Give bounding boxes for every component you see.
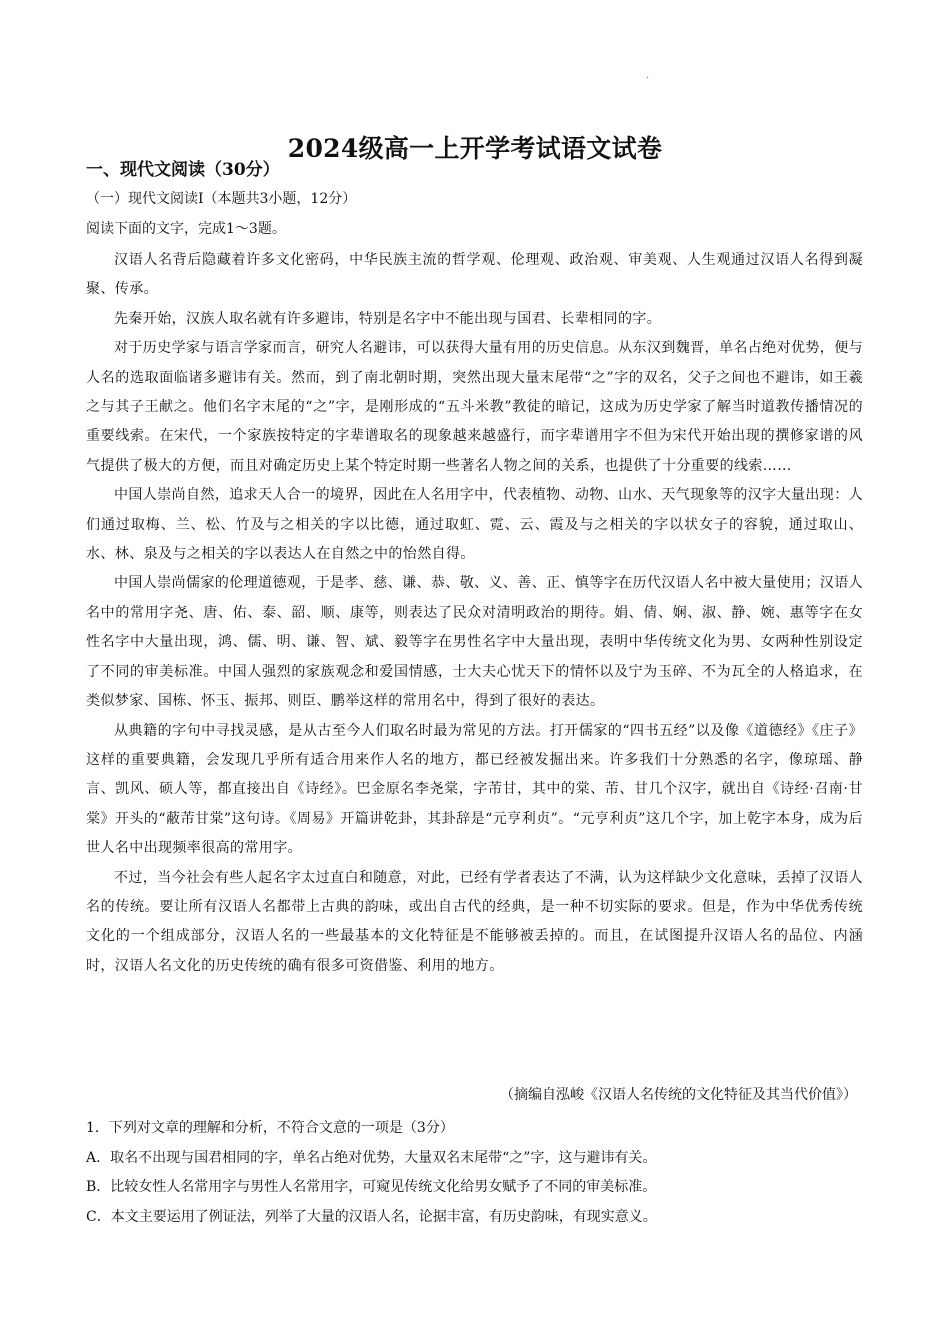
article-paragraph: 先秦开始，汉族人取名就有许多避讳，特别是名字中不能出现与国君、长辈相同的字。 bbox=[114, 310, 662, 327]
option-text: 比较女性人名常用字与男性人名常用字，可窥见传统文化给男女赋予了不同的审美标准。 bbox=[110, 1179, 657, 1196]
question-1-option-b[interactable] bbox=[86, 1173, 866, 1203]
option-letter: A． bbox=[86, 1149, 111, 1166]
article-paragraph: 不过，当今社会有些人起名字太过直白和随意，对此，已经有学者表达了不满，认为这样缺少文化意味，丢掉了汉语人名的传统。要让所有汉语人名都带上古典的韵味，或出自古代的经典，是一种不切实际的要求。但是，作为中华优秀传统文化的一个组成部分，汉语人名的一些最基本的文化特征是不能够被丢掉的。而且，在试图提升汉语人名的品位、内涵时，汉语人名文化的历史传统的确有很多可资借鉴、利用的地方。 bbox=[86, 869, 863, 974]
option-text: 取名不出现与国君相同的字，单名占绝对优势，大量双名末尾带“之”字，这与避讳有关。 bbox=[110, 1149, 657, 1166]
option-letter: C． bbox=[86, 1208, 111, 1225]
question-block bbox=[86, 1114, 866, 1232]
article-paragraph: 中国人崇尚儒家的伦理道德观，于是孝、慈、谦、恭、敬、义、善、正、慎等字在历代汉语人名中被大量使用；汉语人名中的常用字尧、唐、佑、泰、韶、顺、康等，则表达了民众对清明政治的期待。娟、倩、娴、淑、静、婉、惠等字在女性名字中大量出现，鸿、儒、明、谦、智、斌、毅等字在男性名字中大量出现，表明中华传统文化为男、女两种性别设定了不同的审美标准。中国人强烈的家族观念和爱国情感，士大夫心忧天下的情怀以及宁为玉碎、不为瓦全的人格追求，在类似梦家、国栋、怀玉、振邦、则臣、鹏举这样的常用名中，得到了很好的表达。 bbox=[86, 575, 863, 710]
reading-subheading: （一）现代文阅读Ⅰ（本题共3小题，12分） bbox=[86, 191, 357, 207]
reading-instruction: 阅读下面的文字，完成1～3题。 bbox=[86, 221, 286, 237]
article-paragraph: 中国人崇尚自然，追求天人合一的境界，因此在人名用字中，代表植物、动物、山水、天气现象等的汉字大量出现：人们通过取梅、兰、松、竹及与之相关的字以比德，通过取虹、霓、云、霞及与之相关的字以状女子的容貌，通过取山、水、林、泉及与之相关的字以表达人在自然之中的怡然自得。 bbox=[86, 487, 863, 563]
question-1-option-a[interactable] bbox=[86, 1144, 866, 1174]
article-source: （摘编自泓峻《汉语人名传统的文化特征及其当代价值》） bbox=[500, 1087, 857, 1103]
exam-title: 2024级高一上开学考试语文试卷 bbox=[287, 133, 663, 163]
section-heading: 一、现代文阅读（30分） bbox=[86, 160, 280, 180]
page-marker: . bbox=[646, 70, 650, 81]
article-paragraph: 汉语人名背后隐藏着许多文化密码，中华民族主流的哲学观、伦理观、政治观、审美观、人生观通过汉语人名得到凝聚、传承。 bbox=[86, 252, 863, 298]
question-1-prompt: 1．下列对文章的理解和分析，不符合文意的一项是（3分） bbox=[86, 1120, 454, 1136]
question-1-option-c[interactable] bbox=[86, 1203, 866, 1233]
option-text: 本文主要运用了例证法，列举了大量的汉语人名，论据丰富，有历史韵味，有现实意义。 bbox=[110, 1208, 657, 1225]
option-letter: B． bbox=[86, 1179, 111, 1196]
article-paragraph: 对于历史学家与语言学家而言，研究人名避讳，可以获得大量有用的历史信息。从东汉到魏晋，单名占绝对优势，便与人名的选取面临诸多避讳有关。然而，到了南北朝时期，突然出现大量末尾带“之”字的双名，父子之间也不避讳，如王羲之与其子王献之。他们名字末尾的“之”字，是刚形成的“五斗米教”教徒的暗记，这成为历史学家了解当时道教传播情况的重要线索。在宋代，一个家族按特定的字辈谱取名的现象越来越盛行，而字辈谱用字不但为宋代开始出现的撰修家谱的风气提供了极大的方便，而且对确定历史上某个特定时期一些著名人物之间的关系，也提供了十分重要的线索…… bbox=[86, 340, 863, 474]
reading-article bbox=[86, 246, 863, 981]
article-paragraph: 从典籍的字句中寻找灵感，是从古至今人们取名时最为常见的方法。打开儒家的“四书五经”以及像《道德经》《庄子》这样的重要典籍，会发现几乎所有适合用来作人名的地方，都已经被发掘出来。许多我们十分熟悉的名字，像琼瑶、静言、凯风、硕人等，都直接出自《诗经》。巴金原名李尧棠，字芾甘，其中的棠、芾、甘几个汉字，就出自《诗经·召南·甘棠》开头的“蔽芾甘棠”这句诗。《周易》开篇讲乾卦，其卦辞是“元亨利贞”。“元亨利贞”这几个字，加上乾字本身，成为后世人名中出现频率很高的常用字。 bbox=[86, 722, 863, 857]
